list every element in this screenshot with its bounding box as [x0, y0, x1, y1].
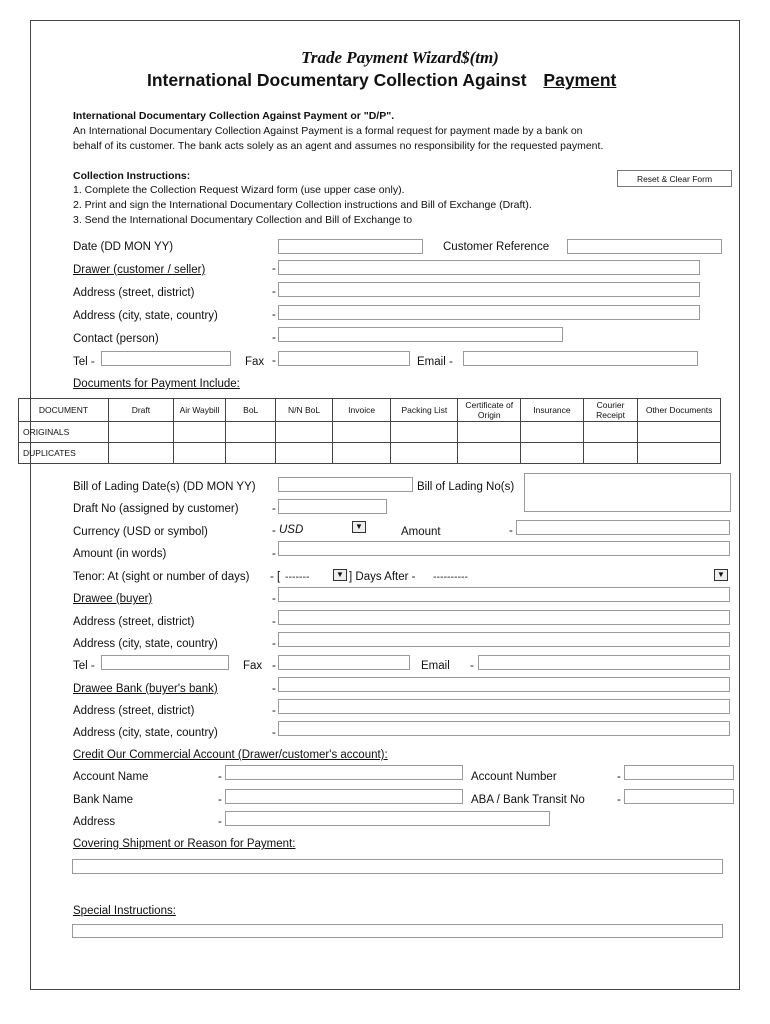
account-number-label: Account Number	[471, 771, 557, 783]
table-cell[interactable]	[226, 443, 276, 464]
drawer-label: Drawer (customer / seller)	[73, 264, 206, 276]
table-cell[interactable]	[583, 443, 637, 464]
tenor-bracket: - [	[270, 571, 281, 583]
documents-table	[18, 398, 721, 464]
dash: -	[272, 616, 276, 628]
duplicates-row	[19, 443, 721, 464]
table-cell[interactable]	[276, 422, 332, 443]
amount-label: Amount	[401, 526, 441, 538]
table-cell[interactable]	[521, 422, 584, 443]
dash: -	[272, 263, 276, 275]
table-cell[interactable]	[638, 422, 721, 443]
contact-input[interactable]	[278, 327, 563, 342]
drawer-address-city-input[interactable]	[278, 305, 700, 320]
email-input[interactable]	[463, 351, 698, 366]
header-other-documents: Other Documents	[638, 399, 721, 422]
amount-words-label: Amount (in words)	[73, 548, 167, 560]
table-cell[interactable]	[521, 443, 584, 464]
drawee-tel-input[interactable]	[101, 655, 229, 670]
drawee-bank-label: Drawee Bank (buyer's bank)	[73, 683, 218, 695]
amount-words-input[interactable]	[278, 541, 730, 556]
table-cell[interactable]	[638, 443, 721, 464]
dash: -	[272, 638, 276, 650]
dash: -	[218, 816, 222, 828]
customer-reference-input[interactable]	[567, 239, 722, 254]
dash: -	[218, 794, 222, 806]
dash: -	[218, 771, 222, 783]
drawee-fax-input[interactable]	[278, 655, 410, 670]
bol-date-label: Bill of Lading Date(s) (DD MON YY)	[73, 481, 256, 493]
special-instructions-input[interactable]	[72, 924, 723, 938]
drawee-address-city-input[interactable]	[278, 632, 730, 647]
intro-line2: behalf of its customer. The bank acts solely as an agent and assumes no responsibility for the requested payment.	[73, 140, 604, 152]
header-draft: Draft	[108, 399, 173, 422]
dash: -	[272, 683, 276, 695]
dash: -	[272, 660, 276, 672]
currency-dropdown-icon[interactable]: ▼	[352, 521, 366, 533]
drawee-address-city-label: Address (city, state, country)	[73, 638, 218, 650]
bol-no-label: Bill of Lading No(s)	[417, 481, 515, 493]
drawer-address-street-input[interactable]	[278, 282, 700, 297]
credit-address-input[interactable]	[225, 811, 550, 826]
tel-input[interactable]	[101, 351, 231, 366]
draft-no-label: Draft No (assigned by customer)	[73, 503, 239, 515]
tenor-dropdown-icon[interactable]: ▼	[333, 569, 347, 581]
covering-label-text: Covering Shipment or Reason for Payment:	[73, 838, 296, 850]
bank-name-label: Bank Name	[73, 794, 134, 806]
dash: -	[470, 660, 474, 672]
header-certificate-origin: Certificate of Origin	[458, 399, 521, 422]
days-after-label: ] Days After -	[349, 571, 416, 583]
days-after-dropdown-icon[interactable]: ▼	[714, 569, 728, 581]
drawee-input[interactable]	[278, 587, 730, 602]
date-label: Date (DD MON YY)	[73, 241, 174, 253]
bank-address-street-label: Address (street, district)	[73, 705, 195, 717]
header-invoice: Invoice	[332, 399, 391, 422]
intro-line1: An International Documentary Collection Against Payment is a formal request for payment made by a bank on	[73, 125, 583, 137]
dash: -	[272, 525, 276, 537]
dash: -	[272, 727, 276, 739]
contact-label: Contact (person)	[73, 333, 159, 345]
dash: -	[272, 548, 276, 560]
customer-reference-label: Customer Reference	[443, 241, 550, 253]
reset-clear-button[interactable]: Reset & Clear Form	[617, 170, 732, 187]
dash: -	[272, 355, 276, 367]
account-number-input[interactable]	[624, 765, 734, 780]
credit-heading	[73, 749, 388, 761]
intro-heading: International Documentary Collection Against Payment or "D/P".	[73, 110, 395, 122]
drawee-fax-label: Fax	[243, 660, 263, 672]
email-label: Email -	[417, 356, 453, 368]
table-cell[interactable]	[173, 443, 225, 464]
currency-label: Currency (USD or symbol)	[73, 526, 208, 538]
drawee-label: Drawee (buyer)	[73, 593, 153, 605]
fax-input[interactable]	[278, 351, 410, 366]
header-document: DOCUMENT	[19, 399, 109, 422]
dash: -	[272, 705, 276, 717]
credit-address-label: Address	[73, 816, 116, 828]
aba-input[interactable]	[624, 789, 734, 804]
tenor-select-value[interactable]: -------	[285, 571, 310, 583]
dash: -	[272, 286, 276, 298]
credit-heading-text: Credit Our Commercial Account (Drawer/customer's account):	[73, 749, 388, 761]
dash: -	[272, 309, 276, 321]
documents-header-row	[19, 399, 721, 422]
account-name-label: Account Name	[73, 771, 149, 783]
table-cell[interactable]	[458, 422, 521, 443]
amount-input[interactable]	[516, 520, 730, 535]
dash: -	[617, 771, 621, 783]
table-cell[interactable]	[391, 443, 458, 464]
bank-address-city-label: Address (city, state, country)	[73, 727, 218, 739]
table-cell[interactable]	[108, 443, 173, 464]
drawee-address-street-label: Address (street, district)	[73, 616, 195, 628]
drawee-email-input[interactable]	[478, 655, 730, 670]
form-title-main: International Documentary Collection Against	[147, 70, 527, 90]
dash: -	[272, 332, 276, 344]
covering-label	[73, 838, 295, 850]
dash: -	[509, 525, 513, 537]
instruction-step-2: 2. Print and sign the International Documentary Collection instructions and Bill of Exchange (Draft).	[73, 199, 532, 211]
instruction-step-1: 1. Complete the Collection Request Wizard form (use upper case only).	[73, 184, 405, 196]
table-cell[interactable]	[332, 443, 391, 464]
row-label-originals: ORIGINALS	[19, 422, 109, 443]
bank-address-street-input[interactable]	[278, 699, 730, 714]
header-bol: BoL	[226, 399, 276, 422]
drawer-address-street-label: Address (street, district)	[73, 287, 195, 299]
days-after-select-value[interactable]: ----------	[433, 571, 468, 583]
table-cell[interactable]	[391, 422, 458, 443]
drawer-input[interactable]	[278, 260, 700, 275]
dash: -	[272, 503, 276, 515]
drawer-address-city-label: Address (city, state, country)	[73, 310, 218, 322]
form-title	[147, 70, 628, 91]
drawee-tel-label: Tel -	[73, 660, 95, 672]
covering-input[interactable]	[72, 859, 723, 874]
drawee-address-street-input[interactable]	[278, 610, 730, 625]
table-cell[interactable]	[276, 443, 332, 464]
bol-no-input[interactable]	[524, 473, 731, 512]
dash: -	[617, 794, 621, 806]
originals-row	[19, 422, 721, 443]
documents-label: Documents for Payment Include:	[73, 378, 240, 390]
header-courier-receipt: Courier Receipt	[583, 399, 637, 422]
fax-label: Fax	[245, 356, 265, 368]
instruction-step-3: 3. Send the International Documentary Collection and Bill of Exchange to	[73, 214, 413, 226]
account-name-input[interactable]	[225, 765, 463, 780]
draft-no-input[interactable]	[278, 499, 387, 514]
instructions-heading: Collection Instructions:	[73, 170, 191, 182]
row-label-duplicates: DUPLICATES	[19, 443, 109, 464]
tel-label: Tel -	[73, 356, 95, 368]
table-cell[interactable]	[108, 422, 173, 443]
bank-name-input[interactable]	[225, 789, 463, 804]
special-instructions-label: Special Instructions:	[73, 905, 176, 917]
table-cell[interactable]	[583, 422, 637, 443]
aba-label: ABA / Bank Transit No	[471, 794, 585, 806]
table-cell[interactable]	[173, 422, 225, 443]
table-cell[interactable]	[226, 422, 276, 443]
tenor-label: Tenor: At (sight or number of days)	[73, 571, 250, 583]
bank-address-city-input[interactable]	[278, 721, 730, 736]
date-input[interactable]	[278, 239, 423, 254]
drawee-bank-input[interactable]	[278, 677, 730, 692]
wizard-title: Trade Payment Wizard$(tm)	[301, 48, 499, 67]
table-cell[interactable]	[332, 422, 391, 443]
bol-date-input[interactable]	[278, 477, 413, 492]
table-cell[interactable]	[458, 443, 521, 464]
header-air-waybill: Air Waybill	[173, 399, 225, 422]
header-nn-bol: N/N BoL	[276, 399, 332, 422]
drawee-email-label: Email	[421, 660, 450, 672]
form-title-payment: Payment	[543, 70, 617, 90]
header-insurance: Insurance	[521, 399, 584, 422]
header-packing-list: Packing List	[391, 399, 458, 422]
dash: -	[272, 593, 276, 605]
currency-select-value[interactable]: USD	[279, 524, 304, 536]
